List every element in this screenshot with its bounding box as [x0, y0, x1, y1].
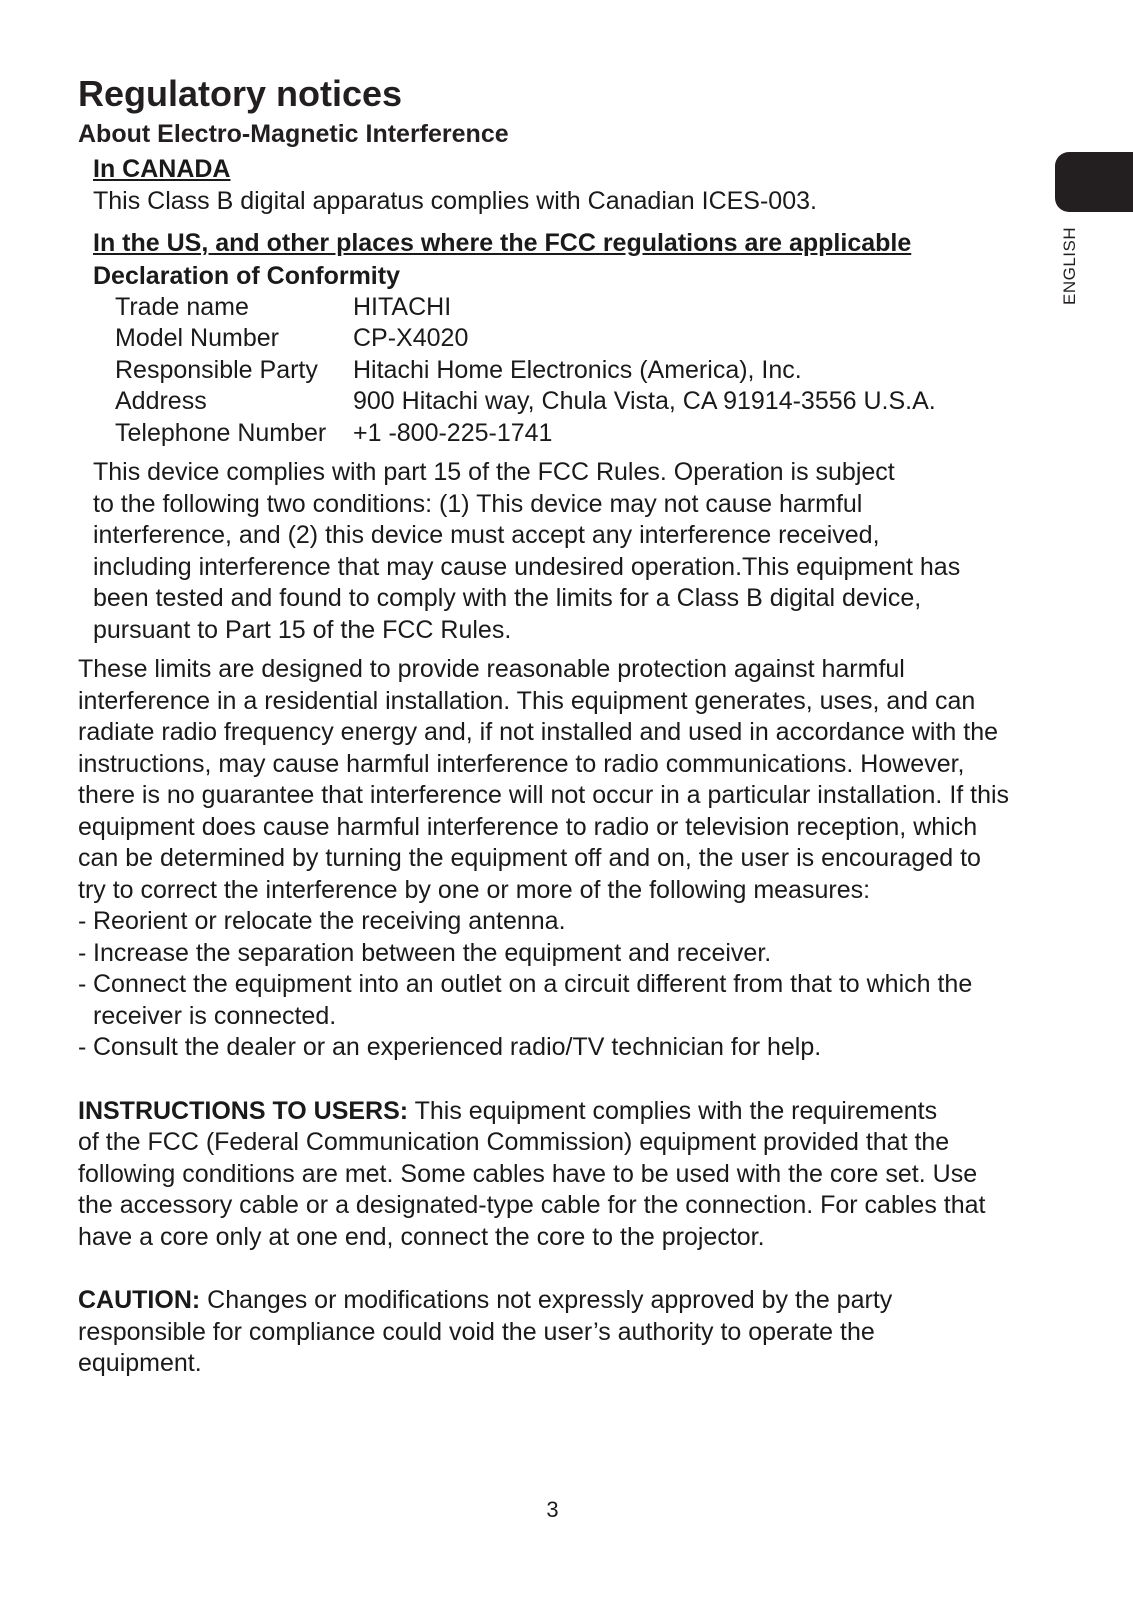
list-item-text: Reorient or relocate the receiving antenna.: [93, 907, 566, 935]
paragraph-line: instructions, may cause harmful interference to radio communications. However,: [78, 749, 965, 778]
page-content: [78, 72, 1058, 1380]
paragraph-line: following conditions are met. Some cables have to be used with the core set. Use: [78, 1159, 978, 1188]
declaration-value: Hitachi Home Electronics (America), Inc.: [353, 355, 802, 384]
page-title: Regulatory notices: [78, 73, 403, 114]
list-item: [78, 969, 1058, 1032]
list-item: [78, 938, 1058, 970]
list-item-text: Connect the equipment into an outlet on a circuit different from that to which the: [93, 970, 973, 998]
paragraph-line: the accessory cable or a designated-type cable for the connection. For cables that: [78, 1191, 986, 1219]
paragraph-line: including interference that may cause undesired operation.This equipment has: [93, 552, 961, 581]
list-item: [78, 1032, 1058, 1064]
paragraph-line: can be determined by turning the equipment off and on, the user is encouraged to: [78, 844, 981, 872]
declaration-title: Declaration of Conformity: [93, 261, 400, 290]
paragraph-line: These limits are designed to provide reasonable protection against harmful: [78, 655, 905, 683]
paragraph-line: have a core only at one end, connect the core to the projector.: [78, 1222, 765, 1251]
declaration-value: HITACHI: [353, 292, 452, 321]
caution-paragraph: [78, 1285, 1058, 1380]
declaration-table: [115, 292, 936, 450]
limits-paragraph: [78, 654, 1058, 906]
instructions-paragraph: [78, 1096, 1058, 1254]
list-item-text: Consult the dealer or an experienced radio/TV technician for help.: [93, 1033, 822, 1061]
measures-list: [78, 906, 1058, 1064]
declaration-value: CP-X4020: [353, 324, 469, 352]
language-tab-marker: [1055, 152, 1133, 212]
list-item: [78, 906, 1058, 938]
language-label: ENGLISH: [1060, 226, 1079, 305]
paragraph-line: been tested and found to comply with the limits for a Class B digital device,: [93, 584, 922, 612]
list-dash: -: [78, 938, 87, 967]
declaration-label: Model Number: [115, 324, 279, 352]
canada-heading: In CANADA: [93, 155, 231, 183]
list-dash: -: [78, 907, 87, 935]
section-heading: About Electro-Magnetic Interference: [78, 120, 509, 148]
list-item-text: Increase the separation between the equipment and receiver.: [93, 938, 772, 967]
declaration-label: Address: [115, 387, 207, 415]
declaration-label: Trade name: [115, 292, 249, 321]
page-number: 3: [546, 1497, 559, 1522]
us-heading: In the US, and other places where the FCC regulations are applicable: [93, 228, 912, 257]
list-dash: -: [78, 1033, 87, 1061]
declaration-row: [115, 323, 936, 355]
instructions-first-line: This equipment complies with the requirements: [408, 1096, 938, 1125]
paragraph-line: try to correct the interference by one or more of the following measures:: [78, 875, 871, 904]
canada-text: This Class B digital apparatus complies with Canadian ICES-003.: [93, 187, 817, 215]
declaration-row: [115, 292, 936, 324]
paragraph-line: of the FCC (Federal Communication Commission) equipment provided that the: [78, 1128, 950, 1156]
paragraph-line: This device complies with part 15 of the FCC Rules. Operation is subject: [93, 458, 895, 486]
canada-section: [93, 152, 1058, 646]
instructions-label: INSTRUCTIONS TO USERS:: [78, 1096, 409, 1125]
caution-first-line: Changes or modifications not expressly approved by the party: [200, 1286, 893, 1314]
declaration-label: Telephone Number: [115, 418, 327, 447]
declaration-value: +1 -800-225-1741: [353, 418, 553, 447]
paragraph-line: interference, and (2) this device must accept any interference received,: [93, 521, 880, 549]
declaration-label: Responsible Party: [115, 355, 318, 384]
paragraph-line: there is no guarantee that interference will not occur in a particular installation. If this: [78, 781, 1010, 809]
paragraph-line: radiate radio frequency energy and, if not installed and used in accordance with the: [78, 718, 999, 746]
declaration-row: [115, 386, 936, 418]
fcc-compliance-paragraph: [93, 457, 1058, 646]
paragraph-line: interference in a residential installation. This equipment generates, uses, and can: [78, 686, 976, 715]
list-dash: -: [78, 970, 87, 998]
declaration-value: 900 Hitachi way, Chula Vista, CA 91914-3556 U.S.A.: [353, 387, 936, 415]
declaration-row: [115, 355, 936, 387]
paragraph-line: equipment does cause harmful interference to radio or television reception, which: [78, 812, 978, 841]
paragraph-line: pursuant to Part 15 of the FCC Rules.: [93, 615, 512, 644]
paragraph-line: to the following two conditions: (1) This device may not cause harmful: [93, 489, 863, 518]
list-item-text: receiver is connected.: [93, 1001, 337, 1030]
paragraph-line: responsible for compliance could void the user’s authority to operate the: [78, 1317, 875, 1346]
caution-label: CAUTION:: [78, 1286, 201, 1314]
paragraph-line: equipment.: [78, 1349, 202, 1377]
declaration-row: [115, 418, 936, 450]
